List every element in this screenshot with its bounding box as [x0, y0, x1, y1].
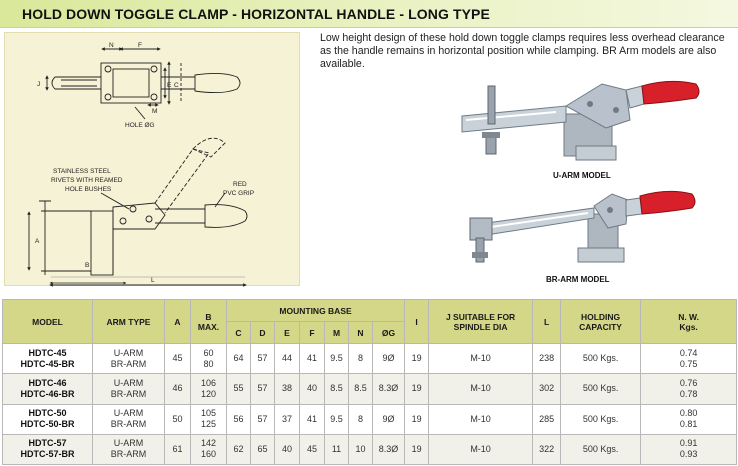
cell-b-line-1: 106 [200, 377, 217, 388]
header-f: F [300, 322, 325, 344]
cell-arm [93, 434, 165, 464]
cell-nw-line-2: 0.75 [679, 358, 698, 369]
cell-model-line-2: HDTC-45-BR [20, 358, 75, 369]
header-nw-line-1: N. W. [678, 311, 699, 322]
cell-model-line-1: HDTC-45 [28, 347, 67, 358]
cell-f: 41 [300, 404, 325, 434]
cell-c: 64 [227, 344, 251, 374]
page-title: HOLD DOWN TOGGLE CLAMP - HORIZONTAL HANDLE - LONG TYPE [22, 6, 490, 22]
cell-n: 8 [349, 344, 373, 374]
header-b [191, 300, 227, 344]
cell-model [3, 404, 93, 434]
cell-i: 19 [405, 374, 429, 404]
cell-e: 38 [275, 374, 300, 404]
technical-drawing [4, 32, 300, 286]
drawing-label-m: M [152, 108, 158, 115]
cell-a: 45 [165, 344, 191, 374]
cell-b-line-1: 142 [200, 438, 217, 449]
cell-model [3, 434, 93, 464]
cell-i: 19 [405, 404, 429, 434]
cell-model [3, 344, 93, 374]
cell-model-line-1: HDTC-57 [28, 438, 67, 449]
header-nw-line-2: Kgs. [679, 321, 698, 332]
table-row [3, 434, 737, 464]
cell-g: 8.3Ø [373, 434, 405, 464]
cell-j: M-10 [429, 344, 533, 374]
drawing-label-b: B [85, 262, 90, 269]
spec-table-body [3, 344, 737, 465]
cell-nw-line-1: 0.74 [679, 347, 698, 358]
cell-arm-line-2: BR-ARM [110, 358, 147, 369]
header-j-line-1: J SUITABLE FOR [445, 311, 516, 322]
cell-arm-line-1: U-ARM [113, 408, 144, 419]
top-view [52, 63, 240, 103]
cell-d: 57 [251, 374, 275, 404]
cell-model-line-1: HDTC-50 [28, 408, 67, 419]
header-holding-capacity [561, 300, 641, 344]
cell-l: 322 [533, 434, 561, 464]
cell-arm-line-1: U-ARM [113, 438, 144, 449]
cell-arm [93, 344, 165, 374]
cell-e: 37 [275, 404, 300, 434]
header-j [429, 300, 533, 344]
cell-d: 65 [251, 434, 275, 464]
table-row [3, 374, 737, 404]
cell-b-line-2: 125 [200, 419, 217, 430]
cell-b-line-2: 160 [200, 449, 217, 460]
cell-n: 8 [349, 404, 373, 434]
header-l: L [533, 300, 561, 344]
header-n: N [349, 322, 373, 344]
cell-nw-line-1: 0.80 [679, 408, 698, 419]
cell-b-line-2: 80 [203, 358, 214, 369]
spec-table [2, 299, 737, 465]
cell-b-line-2: 120 [200, 388, 217, 399]
header-e: E [275, 322, 300, 344]
header-holding-line-1: HOLDING [580, 311, 621, 322]
cell-m: 8.5 [325, 374, 349, 404]
header-b-line-1: B [205, 311, 212, 322]
cell-a: 46 [165, 374, 191, 404]
drawing-label-a: A [35, 238, 40, 245]
header-model: MODEL [3, 300, 93, 344]
drawing-label-f: F [138, 42, 142, 49]
cell-b [191, 344, 227, 374]
cell-nw-line-2: 0.81 [679, 419, 698, 430]
cell-nw [641, 404, 737, 434]
cell-d: 57 [251, 404, 275, 434]
cell-nw [641, 374, 737, 404]
cell-g: 9Ø [373, 404, 405, 434]
cell-c: 56 [227, 404, 251, 434]
cell-model-line-1: HDTC-46 [28, 377, 67, 388]
cell-b [191, 434, 227, 464]
cell-arm-line-2: BR-ARM [110, 449, 147, 460]
header-net-weight [641, 300, 737, 344]
cell-f: 41 [300, 344, 325, 374]
cell-arm-line-2: BR-ARM [110, 388, 147, 399]
u-arm-photo [456, 76, 702, 168]
header-holding-line-2: CAPACITY [579, 321, 622, 332]
cell-i: 19 [405, 434, 429, 464]
cell-g: 9Ø [373, 344, 405, 374]
cell-a: 50 [165, 404, 191, 434]
cell-capacity: 500 Kgs. [561, 404, 641, 434]
cell-m: 9.5 [325, 404, 349, 434]
cell-f: 40 [300, 374, 325, 404]
cell-j: M-10 [429, 434, 533, 464]
cell-capacity: 500 Kgs. [561, 434, 641, 464]
cell-b-line-1: 105 [200, 408, 217, 419]
product-description: Low height design of these hold down toggle clamps requires less overhead clearance as the handle remains in horizontal position while clamping. BR Arm models are also available. [320, 32, 725, 71]
drawing-label-c: C [174, 82, 179, 89]
cell-nw-line-1: 0.91 [679, 438, 698, 449]
drawing-label-hole: HOLE ØG [125, 122, 155, 129]
header-c: C [227, 322, 251, 344]
title-bar [0, 0, 738, 28]
cell-l: 302 [533, 374, 561, 404]
header-i: I [405, 300, 429, 344]
cell-b [191, 404, 227, 434]
header-b-line-2: MAX. [197, 321, 220, 332]
drawing-label-l: L [151, 277, 155, 284]
cell-arm-line-1: U-ARM [113, 377, 144, 388]
header-g: ØG [373, 322, 405, 344]
cell-arm [93, 374, 165, 404]
cell-e: 44 [275, 344, 300, 374]
drawing-label-rivets-2: RIVETS WITH REAMED [51, 177, 123, 184]
drawing-label-grip-2: PVC GRIP [223, 190, 255, 197]
cell-arm [93, 404, 165, 434]
cell-a: 61 [165, 434, 191, 464]
header-mounting-base: MOUNTING BASE [227, 300, 405, 322]
header-arm-type: ARM TYPE [93, 300, 165, 344]
cell-f: 45 [300, 434, 325, 464]
cell-j: M-10 [429, 374, 533, 404]
cell-n: 8.5 [349, 374, 373, 404]
cell-l: 285 [533, 404, 561, 434]
cell-e: 40 [275, 434, 300, 464]
cell-arm-line-1: U-ARM [113, 347, 144, 358]
cell-j: M-10 [429, 404, 533, 434]
cell-nw [641, 434, 737, 464]
br-arm-caption: BR-ARM MODEL [546, 275, 610, 284]
drawing-label-grip-1: RED [233, 181, 247, 188]
u-arm-caption: U-ARM MODEL [553, 171, 611, 180]
cell-nw-line-1: 0.76 [679, 377, 698, 388]
cell-model-line-2: HDTC-46-BR [20, 388, 75, 399]
header-a: A [165, 300, 191, 344]
cell-c: 62 [227, 434, 251, 464]
header-m: M [325, 322, 349, 344]
drawing-label-rivets-1: STAINLESS STEEL [53, 168, 111, 175]
drawing-label-j: J [37, 81, 41, 88]
cell-m: 9.5 [325, 344, 349, 374]
br-arm-photo [460, 188, 700, 272]
cell-b-line-1: 60 [203, 347, 214, 358]
cell-b [191, 374, 227, 404]
drawing-label-rivets-3: HOLE BUSHES [65, 186, 112, 193]
cell-m: 11 [325, 434, 349, 464]
cell-capacity: 500 Kgs. [561, 374, 641, 404]
header-d: D [251, 322, 275, 344]
cell-c: 55 [227, 374, 251, 404]
cell-l: 238 [533, 344, 561, 374]
header-j-line-2: SPINDLE DIA [453, 321, 508, 332]
cell-arm-line-2: BR-ARM [110, 419, 147, 430]
cell-nw-line-2: 0.93 [679, 449, 698, 460]
cell-g: 8.3Ø [373, 374, 405, 404]
cell-model-line-2: HDTC-50-BR [20, 419, 75, 430]
cell-d: 57 [251, 344, 275, 374]
cell-model [3, 374, 93, 404]
drawing-label-n: N [109, 42, 114, 49]
cell-nw-line-2: 0.78 [679, 388, 698, 399]
table-row [3, 344, 737, 374]
cell-n: 10 [349, 434, 373, 464]
cell-model-line-2: HDTC-57-BR [20, 449, 75, 460]
drawing-label-e: E [167, 82, 172, 89]
cell-i: 19 [405, 344, 429, 374]
table-row [3, 404, 737, 434]
cell-nw [641, 344, 737, 374]
cell-capacity: 500 Kgs. [561, 344, 641, 374]
drawing-svg [5, 33, 301, 287]
